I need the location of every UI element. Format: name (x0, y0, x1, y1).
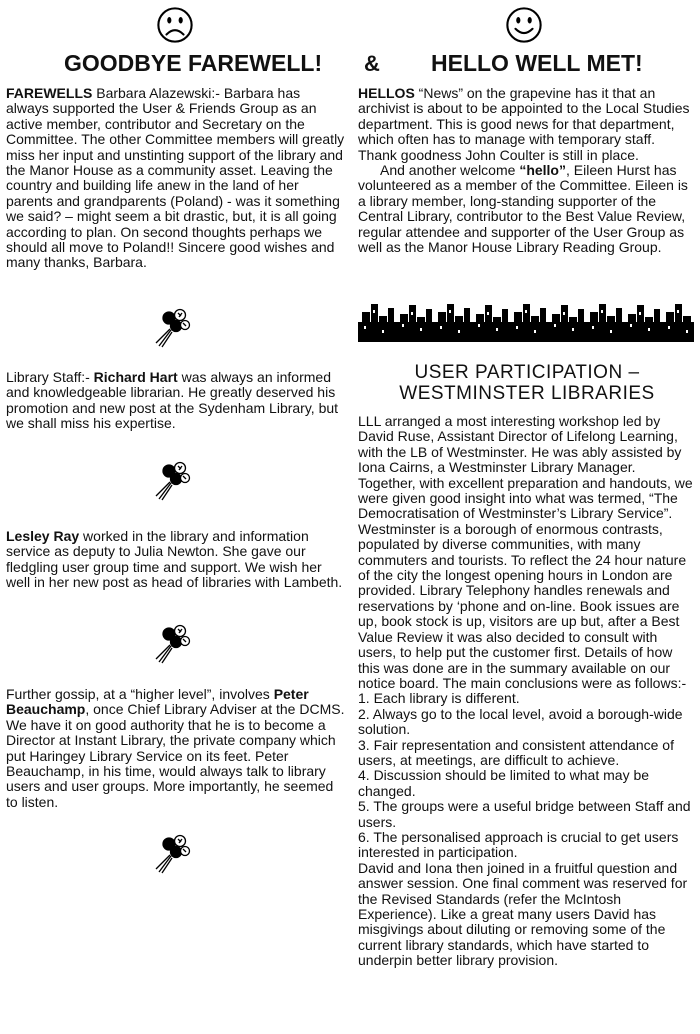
sad-face-icon (156, 6, 194, 44)
hellos-body: “News” on the grapevine has it that an archivist is about to be appointed to the Local Studies department. This is good news for that department, which often has to manage with temporary staff. Thank goodness John Coulter is still in place. (358, 85, 690, 163)
hellos-section (358, 86, 696, 255)
peter-beauchamp-paragraph (6, 687, 346, 810)
participation-intro: LLL arranged a most interesting workshop led by David Ruse, Assistant Director of Lifelong Learning, with the LB of Westminster. He was ably assisted by Iona Cairns, a Westminster Library Manager. Together, with excellent preparation and handouts, we were given good insight into what was termed, “The Democratisation of Westminster’s Library Service”. Westminster is a borough of enormous contrasts, populated by diverse communities, with many commuters and tourists. To reflect the 24 hour nature of the city the longest opening hours in London are provided. Library Telephony handles renewals and reservations by ‘phone and on-line. Book issues are up, book stock is up, visitors are up but, after a Best Value Review it was also decided to consult with users, to help put the customer first. Details of how this was done are in the summary available on our notice board. The main conclusions were as follows:- (358, 413, 693, 691)
flower-bouquet-icon (153, 832, 193, 874)
list-item: 5. The groups were a useful bridge between Staff and users. (358, 798, 691, 830)
richard-hart-name: Richard Hart (93, 369, 178, 385)
farewells-paragraph (6, 86, 346, 271)
hellos-p2-bold: “hello” (519, 162, 566, 179)
happy-face-icon (505, 6, 543, 44)
farewells-lead: FAREWELLS (6, 85, 93, 101)
participation-closing: David and Iona then joined in a fruitful question and answer session. One final comment was reserved for the Revised Standards (refer the McIntosh Experience). Like a great many users David has misgivings about diluting or removing some of the current library standards, which have started to underpin better library provision. (358, 859, 688, 969)
section-title-line1: USER PARTICIPATION – (414, 362, 640, 383)
section-title-line2: WESTMINSTER LIBRARIES (399, 383, 655, 404)
farewell-headline: GOODBYE FAREWELL! (64, 50, 323, 76)
hellos-lead: HELLOS (358, 85, 415, 101)
list-item: 3. Fair representation and consistent attendance of users, at meetings, are difficult to achieve. (358, 736, 674, 768)
staff-label: Library Staff:- (6, 369, 94, 385)
lesley-ray-body: worked in the library and information service as deputy to Julia Newton. She gave our fledgling user group time and support. We wish her well in her new post as head of libraries with Lambeth. (6, 528, 343, 591)
richard-hart-body: was always an informed and knowledgeable librarian. He greatly deserved his promotion and new post at the Sydenham Library, but we shall miss his expertise. (6, 369, 339, 432)
peter-beauchamp-body: , once Chief Library Adviser at the DCMS. We have it on good authority that he is to become a Director at Instant Library, the private company which put Haringey Library Service on its feet. Peter Beauchamp, in his time, would always talk to library users and user groups. More importantly, he seemed to listen. (6, 701, 345, 810)
city-skyline-divider (358, 296, 694, 342)
list-item: 2. Always go to the local level, avoid a borough-wide solution. (358, 705, 683, 738)
peter-beauchamp-name: Peter Beauchamp (6, 686, 309, 718)
lesley-ray-name: Lesley Ray (6, 528, 80, 544)
flower-bouquet-icon (153, 306, 193, 348)
hello-headline: HELLO WELL MET! (431, 50, 643, 76)
hellos-p2-intro: And another welcome (380, 162, 520, 179)
list-item: 6. The personalised approach is crucial to get users interested in participation. (358, 828, 679, 861)
gossip-intro: Further gossip, at a “higher level”, involves (6, 686, 274, 702)
lesley-ray-paragraph (6, 529, 346, 591)
richard-hart-paragraph (6, 370, 346, 432)
list-item: 4. Discussion should be limited to what may be changed. (358, 767, 650, 799)
farewells-body: Barbara Alazewski:- Barbara has always supported the User & Friends Group as an active member, contributor and Secretary on the Committee. The other Committee members will greatly miss her input and unstinting support of the library and the Manor House as a community asset. Leaving the country and building life anew in the land of her parents and grandparents (Poland) - was it something we said? – might seem a bit drastic, but, it is all going according to plan. On second thoughts perhaps we should all move to Poland!! Sincere good wishes and many thanks, Barbara. (6, 85, 345, 271)
flower-bouquet-icon (153, 622, 193, 664)
conclusions-list (358, 691, 696, 860)
hellos-p2-body: , Eileen Hurst has volunteered as a member of the Committee. Eileen is a library member, long-standing supporter of the Central Library, contributor to the Best Value Review, regular attendee and supporter of the User Group as well as the Manor House Library Reading Group. (358, 162, 688, 256)
participation-body (358, 414, 696, 969)
flower-bouquet-icon (153, 459, 193, 501)
list-item: 1. Each library is different. (358, 690, 520, 707)
ampersand: & (364, 51, 380, 76)
